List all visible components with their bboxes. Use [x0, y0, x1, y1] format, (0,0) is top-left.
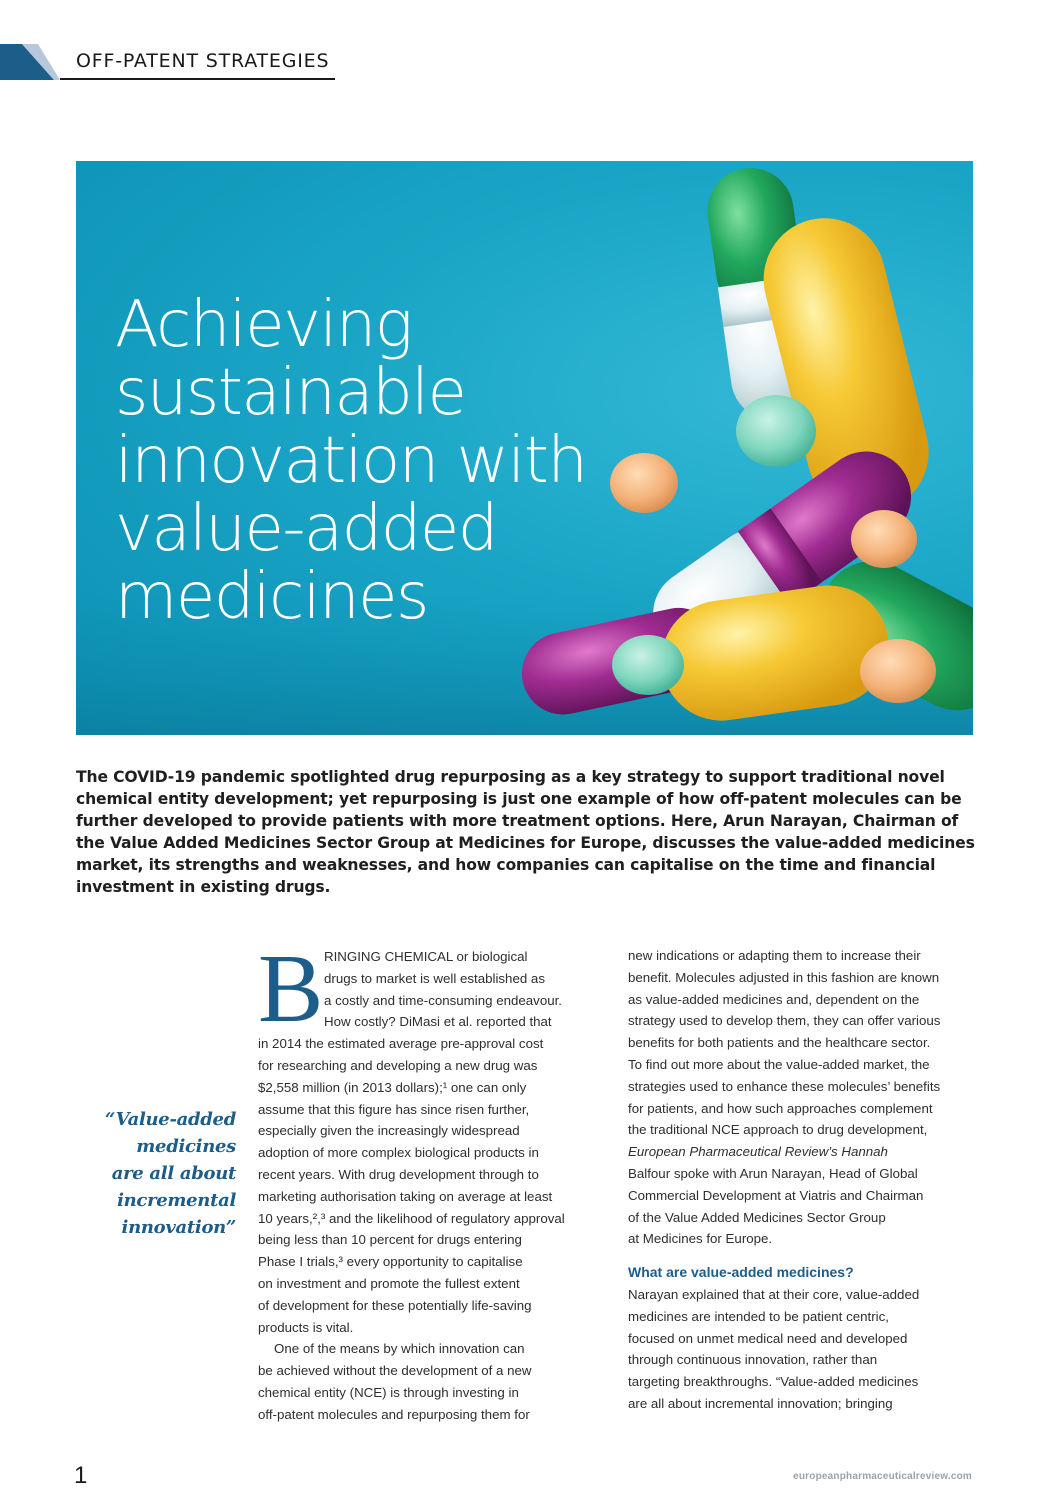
pull-quote-line: incremental — [117, 1190, 236, 1211]
body-line: Commercial Development at Viatris and Chairman — [628, 1187, 924, 1203]
body-line: on investment and promote the fullest extent — [258, 1275, 520, 1291]
body-line: for researching and developing a new drug was — [258, 1057, 538, 1073]
body-line: through continuous innovation, rather than — [628, 1352, 878, 1368]
body-line: recent years. With drug development through to — [258, 1166, 539, 1182]
body-line-italic: European Pharmaceutical Review’s Hannah — [628, 1144, 888, 1160]
standfirst-line: the Value Added Medicines Sector Group at Medicines for Europe, discusses the value-added medicines — [76, 834, 975, 852]
hero-banner — [76, 161, 973, 735]
body-line: medicines are intended to be patient centric, — [628, 1308, 889, 1324]
body-line: products is vital. — [258, 1319, 354, 1335]
article-title — [115, 288, 587, 634]
body-line: strategies used to enhance these molecules’ benefits — [628, 1078, 941, 1094]
body-line: targeting breakthroughs. “Value-added medicines — [628, 1374, 919, 1390]
body-line: of the Value Added Medicines Sector Group — [628, 1209, 886, 1225]
body-line: $2,558 million (in 2013 dollars);¹ one can only — [258, 1079, 527, 1095]
body-line: 10 years,²,³ and the likelihood of regulatory approval — [258, 1210, 565, 1226]
body-line: adoption of more complex biological products in — [258, 1145, 539, 1161]
body-column-right — [628, 945, 973, 1415]
body-line: drugs to market is well established as — [324, 970, 545, 986]
pull-quote-line: medicines — [136, 1136, 236, 1157]
body-line: especially given the increasingly widespread — [258, 1123, 520, 1139]
header-rule — [60, 78, 335, 80]
body-line: for patients, and how such approaches complement — [628, 1100, 933, 1116]
body-line: How costly? DiMasi et al. reported that — [324, 1014, 552, 1030]
article-title-line: Achieving — [115, 288, 412, 362]
article-standfirst — [76, 766, 976, 898]
standfirst-line: The COVID-19 pandemic spotlighted drug repurposing as a key strategy to support traditional novel — [76, 768, 945, 786]
body-line: as value-added medicines and, dependent on the — [628, 991, 920, 1007]
body-line: focused on unmet medical need and developed — [628, 1330, 908, 1346]
body-line: at Medicines for Europe. — [628, 1231, 773, 1247]
body-line: Balfour spoke with Arun Narayan, Head of Global — [628, 1165, 918, 1181]
body-line: One of the means by which innovation can — [274, 1341, 525, 1357]
body-line: a costly and time-consuming endeavour. — [324, 992, 562, 1008]
body-column-left — [258, 935, 574, 1426]
body-line: in 2014 the estimated average pre-approval cost — [258, 1036, 544, 1052]
body-line: benefit. Molecules adjusted in this fashion are known — [628, 969, 940, 985]
standfirst-line: market, its strengths and weaknesses, and how companies can capitalise on the time and financial — [76, 856, 936, 874]
article-title-line: sustainable — [115, 356, 466, 430]
pull-quote — [76, 1106, 236, 1241]
body-line: of development for these potentially life-saving — [258, 1297, 532, 1313]
body-line: off-patent molecules and repurposing them for — [258, 1406, 530, 1422]
body-line: RINGING CHEMICAL or biological — [324, 949, 528, 964]
page-number: 1 — [74, 1462, 88, 1489]
body-line: be achieved without the development of a new — [258, 1363, 532, 1379]
section-label: OFF-PATENT STRATEGIES — [76, 50, 330, 72]
section-subheading: What are value-added medicines? — [628, 1264, 854, 1281]
article-title-line: medicines — [115, 560, 428, 634]
drop-cap: B — [258, 935, 324, 1043]
body-line: Narayan explained that at their core, value-added — [628, 1286, 920, 1302]
pull-quote-line: innovation” — [121, 1217, 236, 1238]
body-line: benefits for both patients and the healthcare sector. — [628, 1035, 931, 1051]
body-line: are all about incremental innovation; bringing — [628, 1395, 893, 1411]
body-line: new indications or adapting them to increase their — [628, 948, 921, 963]
standfirst-line: further developed to provide patients with more treatment options. Here, Arun Narayan, Chairman of — [76, 812, 959, 830]
body-line: To find out more about the value-added market, the — [628, 1056, 930, 1072]
body-line: marketing authorisation taking on average at least — [258, 1188, 553, 1204]
article-title-line: innovation with — [115, 424, 587, 498]
body-line: the traditional NCE approach to drug development, — [628, 1122, 928, 1138]
article-title-line: value-added — [115, 492, 497, 566]
body-line: strategy used to develop them, they can offer various — [628, 1013, 941, 1029]
body-line: Phase I trials,³ every opportunity to capitalise — [258, 1254, 523, 1270]
site-url: europeanpharmaceuticalreview.com — [793, 1471, 972, 1482]
body-line: chemical entity (NCE) is through investing in — [258, 1384, 519, 1400]
pull-quote-line: are all about — [111, 1163, 236, 1184]
body-line: assume that this figure has since risen further, — [258, 1101, 530, 1117]
standfirst-line: chemical entity development; yet repurposing is just one example of how off-patent molecules can be — [76, 790, 962, 808]
section-header-chevron-icon — [0, 44, 60, 80]
standfirst-line: investment in existing drugs. — [76, 878, 331, 896]
body-line: being less than 10 percent for drugs entering — [258, 1232, 522, 1248]
pull-quote-line: “Value-added — [105, 1109, 236, 1130]
